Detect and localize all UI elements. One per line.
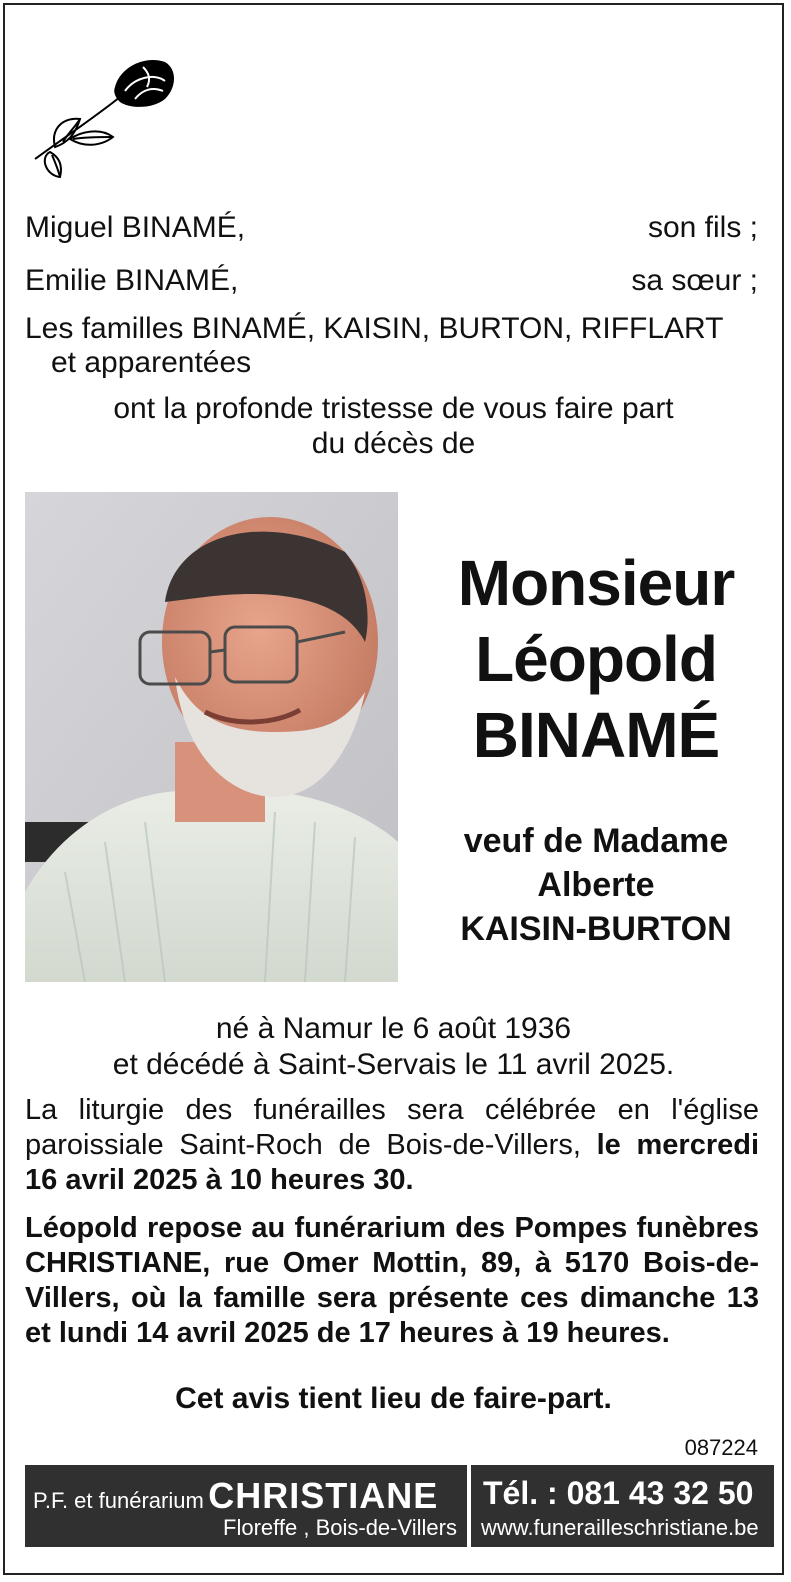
family-row-sister [25, 263, 758, 299]
reference-number: 087224 [684, 1435, 758, 1460]
birth-line: né à Namur le 6 août 1936 [215, 1012, 572, 1045]
website-link[interactable]: www.funerailleschristiane.be [481, 1515, 759, 1540]
liturgy-paragraph: La liturgie des funérailles sera célébrée en l'église paroissiale Saint-Roch de Bois-de-Villers, le mercredi 16 avril 2025 à 10 heures 30. [25, 1094, 760, 1196]
funeral-home-brand: CHRISTIANE [208, 1475, 439, 1516]
liturgy-date: le mercredi 16 avril 2025 à 10 heures 30. [25, 1129, 760, 1196]
announcement-line-2: du décès de [311, 427, 476, 460]
phone-number[interactable]: 081 43 32 50 [566, 1475, 754, 1511]
deceased-name-block [410, 545, 782, 951]
announcement-line-1: ont la profonde tristesse de vous faire part [113, 392, 674, 425]
widow-line-2: Alberte [537, 866, 655, 904]
notice-line: Cet avis tient lieu de faire-part. [175, 1382, 612, 1415]
death-line: et décédé à Saint-Servais le 11 avril 2025. [112, 1048, 675, 1081]
family-name: Miguel BINAMÉ, [25, 211, 246, 244]
funeral-home-name-box [25, 1465, 467, 1547]
family-name: Emilie BINAMÉ, [25, 264, 239, 297]
visitation-paragraph: Léopold repose au funérarium des Pompes funèbres CHRISTIANE, rue Omer Mottin, 89, à 5170 Bois-de-Villers, où la famille sera présente ces dimanche 13 et lundi 14 avril 2025 de 17 heures à 19 heures. [25, 1212, 759, 1349]
portrait-photo [25, 492, 398, 982]
funeral-home-prefix: P.F. et funérarium [33, 1488, 204, 1513]
funeral-home-footer [25, 1465, 774, 1547]
family-relation: sa sœur ; [631, 264, 758, 297]
deceased-title: Monsieur [457, 547, 735, 619]
families-line-2: et apparentées [51, 346, 252, 379]
funeral-home-contact-box [471, 1465, 774, 1547]
obituary-notice [3, 3, 784, 1575]
rose-icon [25, 47, 180, 189]
family-row-son [25, 210, 758, 246]
family-relation: son fils ; [647, 211, 758, 244]
deceased-first-name: Léopold [475, 623, 717, 695]
phone-label: Tél. : [483, 1475, 558, 1511]
funeral-home-locations: Floreffe , Bois-de-Villers [223, 1515, 457, 1540]
families-line: Les familles BINAMÉ, KAISIN, BURTON, RIFFLART [25, 312, 724, 345]
widow-line-1: veuf de Madame [463, 822, 729, 860]
widow-line-3: KAISIN-BURTON [460, 910, 732, 948]
deceased-last-name: BINAMÉ [472, 699, 720, 771]
